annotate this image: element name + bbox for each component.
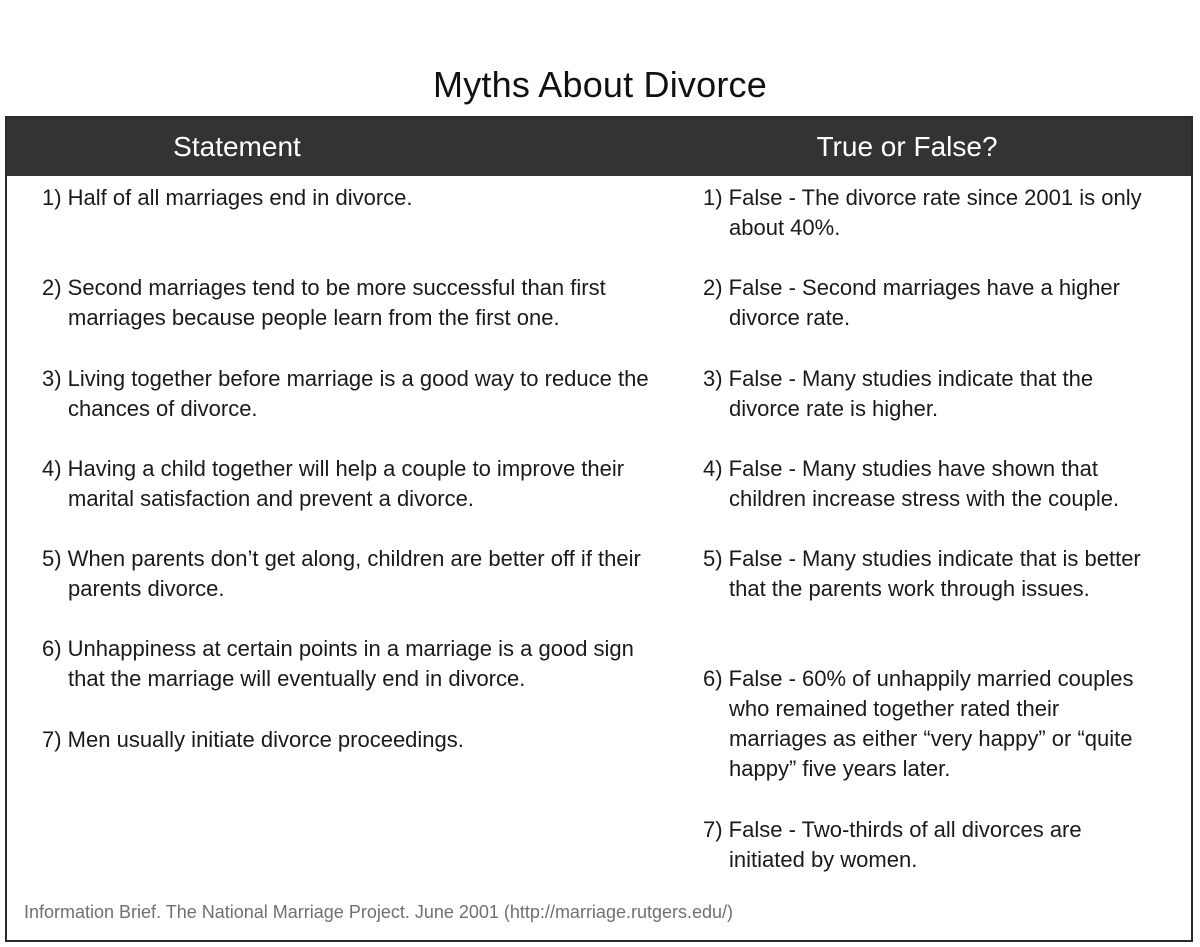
statement-item bbox=[42, 634, 662, 694]
statement-text: 7) Men usually initiate divorce proceedings. bbox=[42, 727, 464, 752]
page-title: Myths About Divorce bbox=[433, 64, 767, 106]
statement-item bbox=[42, 725, 662, 755]
answer-item bbox=[703, 273, 1163, 333]
statement-text: 4) Having a child together will help a couple to improve their marital satisfaction and prevent a divorce. bbox=[42, 456, 625, 511]
header-statement: Statement bbox=[173, 131, 301, 162]
answer-item bbox=[703, 664, 1163, 784]
statement-text: 5) When parents don’t get along, children are better off if their parents divorce. bbox=[42, 546, 641, 601]
statement-item bbox=[42, 183, 662, 213]
answer-text: 2) False - Second marriages have a higher divorce rate. bbox=[703, 275, 1120, 330]
statement-text: 6) Unhappiness at certain points in a marriage is a good sign that the marriage will eventually end in divorce. bbox=[42, 636, 634, 691]
answer-item bbox=[703, 454, 1163, 514]
statement-item bbox=[42, 364, 662, 424]
answer-text: 5) False - Many studies indicate that is better that the parents work through issues. bbox=[703, 546, 1141, 601]
answer-text: 3) False - Many studies indicate that the divorce rate is higher. bbox=[703, 366, 1094, 421]
answer-item bbox=[703, 364, 1163, 424]
statement-text: 2) Second marriages tend to be more successful than first marriages because people learn from the first one. bbox=[42, 275, 606, 330]
answer-text: 4) False - Many studies have shown that children increase stress with the couple. bbox=[703, 456, 1120, 511]
statement-item bbox=[42, 544, 662, 604]
source-citation: Information Brief. The National Marriage Project. June 2001 (http://marriage.rutgers.edu/) bbox=[24, 902, 734, 922]
answer-item bbox=[703, 815, 1163, 875]
answer-text: 6) False - 60% of unhappily married couples who remained together rated their marriages as either “very happy” or “quite happy” five years later. bbox=[703, 666, 1134, 781]
statement-item bbox=[42, 454, 662, 514]
statement-item bbox=[42, 273, 662, 333]
statement-text: 1) Half of all marriages end in divorce. bbox=[42, 185, 413, 210]
answer-item bbox=[703, 544, 1163, 604]
header-true-or-false: True or False? bbox=[816, 131, 998, 162]
answer-text: 7) False - Two-thirds of all divorces are initiated by women. bbox=[703, 817, 1082, 872]
answer-item bbox=[703, 183, 1163, 243]
statement-text: 3) Living together before marriage is a good way to reduce the chances of divorce. bbox=[42, 366, 649, 421]
answer-text: 1) False - The divorce rate since 2001 is only about 40%. bbox=[703, 185, 1142, 240]
table-header bbox=[7, 118, 1191, 176]
